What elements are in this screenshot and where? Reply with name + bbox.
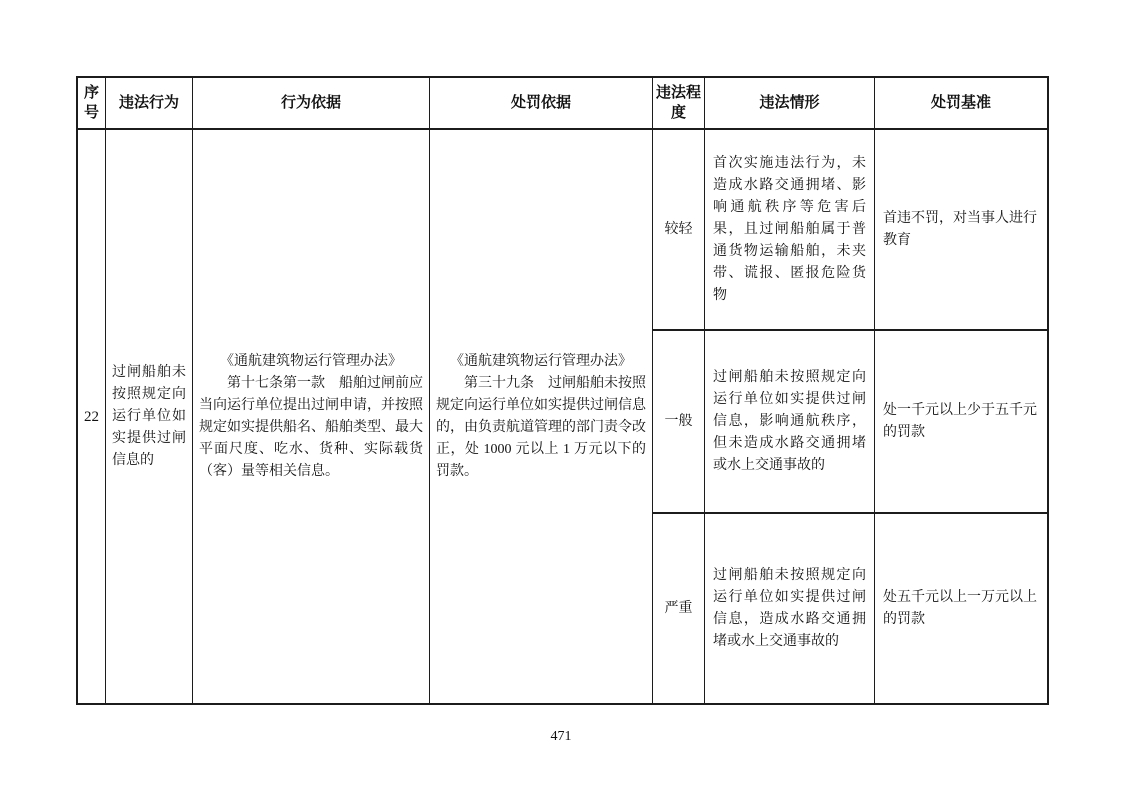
circumstance-general-text: 过闸船舶未按照规定向运行单位如实提供过闸信息，影响通航秩序，但未造成水路交通拥堵或水上交通事故的 xyxy=(713,369,866,473)
behavior-basis-block xyxy=(199,351,423,483)
page-number: 471 xyxy=(550,729,572,744)
penalty-basis-block xyxy=(436,351,646,483)
cell-illegal-behavior xyxy=(106,130,193,703)
col-header-penalty-basis: 处罚依据 xyxy=(430,78,653,130)
col-header-illegal-behavior: 违法行为 xyxy=(106,78,193,130)
cell-degree-lighter: 较轻 xyxy=(653,130,705,331)
behavior-basis-body: 第十七条第一款 船舶过闸前应当向运行单位提出过闸申请，并按照规定如实提供船名、船舶类型、最大平面尺度、吃水、货种、实际载货（客）量等相关信息。 xyxy=(199,375,423,479)
cell-standard-lighter xyxy=(875,130,1047,331)
col-header-penalty-standard: 处罚基准 xyxy=(875,78,1047,130)
cell-circumstance-lighter xyxy=(705,130,875,331)
col-header-violation-degree: 违法程度 xyxy=(653,78,705,130)
cell-behavior-basis xyxy=(193,130,430,703)
cell-penalty-basis xyxy=(430,130,653,703)
col-header-behavior-basis: 行为依据 xyxy=(193,78,430,130)
circumstance-lighter-text: 首次实施违法行为，未造成水路交通拥堵、影响通航秩序等危害后果，且过闸船舶属于普通货物运输船舶，未夹带、谎报、匿报危险货物 xyxy=(713,155,866,303)
illegal-behavior-text: 过闸船舶未按照规定向运行单位如实提供过闸信息的 xyxy=(112,364,186,468)
penalty-discretion-table xyxy=(76,76,1049,705)
penalty-basis-title: 《通航建筑物运行管理办法》 xyxy=(450,353,632,369)
cell-standard-serious xyxy=(875,514,1047,703)
standard-general-text: 处一千元以上少于五千元的罚款 xyxy=(883,402,1037,440)
behavior-basis-title: 《通航建筑物运行管理办法》 xyxy=(220,353,402,369)
col-header-violation-circumstance: 违法情形 xyxy=(705,78,875,130)
standard-lighter-text: 首违不罚，对当事人进行教育 xyxy=(883,210,1037,248)
cell-degree-serious: 严重 xyxy=(653,514,705,703)
table-grid xyxy=(78,78,1047,703)
standard-serious-text: 处五千元以上一万元以上的罚款 xyxy=(883,589,1037,627)
penalty-basis-body: 第三十九条 过闸船舶未按照规定向运行单位如实提供过闸信息的，由负责航道管理的部门责令改正，处 1000 元以上 1 万元以下的罚款。 xyxy=(436,375,646,479)
cell-circumstance-serious xyxy=(705,514,875,703)
col-header-seq: 序号 xyxy=(78,78,106,130)
cell-seq-number: 22 xyxy=(78,130,106,703)
cell-standard-general xyxy=(875,331,1047,514)
circumstance-serious-text: 过闸船舶未按照规定向运行单位如实提供过闸信息，造成水路交通拥堵或水上交通事故的 xyxy=(713,567,866,649)
cell-circumstance-general xyxy=(705,331,875,514)
cell-degree-general: 一般 xyxy=(653,331,705,514)
